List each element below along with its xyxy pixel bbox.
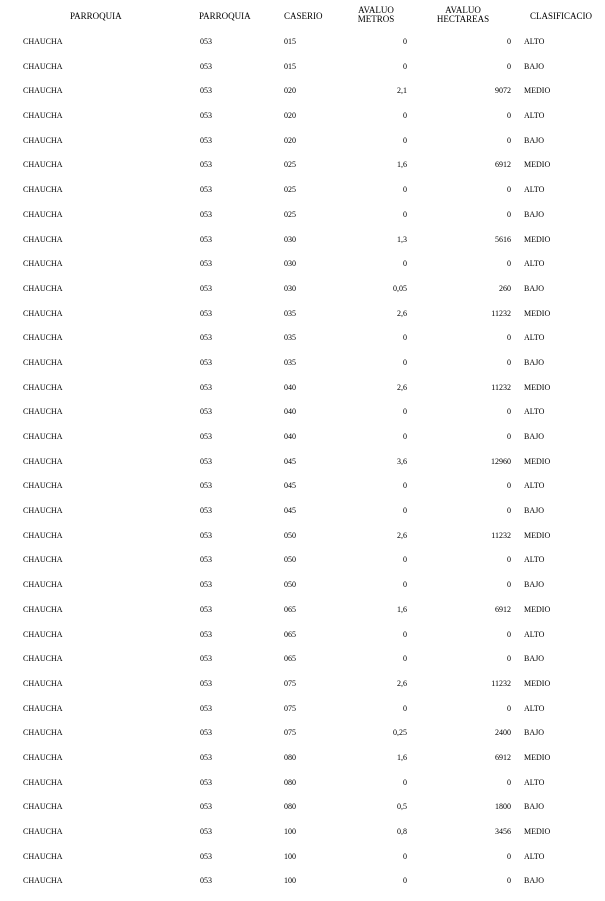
cell-parroquia: CHAUCHA <box>23 86 63 96</box>
cell-parroquia: CHAUCHA <box>23 283 63 293</box>
cell-avaluo-hectareas: 0 <box>507 135 511 145</box>
cell-avaluo-metros: 0 <box>403 259 407 269</box>
cell-avaluo-hectareas: 12960 <box>491 456 511 466</box>
cell-parroquia: CHAUCHA <box>23 703 63 713</box>
cell-avaluo-hectareas: 0 <box>507 185 511 195</box>
cell-codigo: 053 <box>200 530 212 540</box>
cell-avaluo-metros: 0 <box>403 61 407 71</box>
cell-caserio: 100 <box>284 827 296 836</box>
cell-avaluo-hectareas: 6912 <box>495 604 511 614</box>
cell-avaluo-hectareas: 2400 <box>495 728 511 738</box>
cell-caserio: 065 <box>284 604 296 614</box>
header-avaluo-metros-line1: AVALUO <box>358 5 394 15</box>
cell-codigo: 053 <box>200 580 212 590</box>
cell-parroquia: CHAUCHA <box>23 432 63 441</box>
cell-parroquia: CHAUCHA <box>23 333 63 343</box>
table-row <box>0 778 605 803</box>
cell-caserio: 080 <box>284 752 296 762</box>
cell-clasificacion: MEDIO <box>524 604 551 614</box>
cell-avaluo-hectareas: 9072 <box>495 86 511 96</box>
cell-clasificacion: BAJO <box>524 580 545 590</box>
cell-codigo: 053 <box>200 259 212 269</box>
table-row <box>0 679 605 704</box>
cell-codigo: 053 <box>200 481 212 491</box>
cell-parroquia: CHAUCHA <box>23 728 63 738</box>
cell-caserio: 015 <box>284 37 296 46</box>
table-row <box>0 506 605 531</box>
table-header <box>0 6 605 34</box>
cell-codigo: 053 <box>200 629 212 639</box>
header-clasificacion: CLASIFICACIO <box>530 11 593 21</box>
cell-parroquia: CHAUCHA <box>23 604 63 614</box>
cell-avaluo-hectareas: 0 <box>507 481 511 491</box>
cell-caserio: 100 <box>284 876 296 886</box>
cell-avaluo-metros: 0 <box>403 333 407 343</box>
cell-caserio: 100 <box>284 851 296 861</box>
table-row <box>0 555 605 580</box>
cell-codigo: 053 <box>200 160 212 170</box>
cell-avaluo-metros: 0 <box>403 37 407 46</box>
cell-avaluo-metros: 0 <box>403 851 407 861</box>
cell-parroquia: CHAUCHA <box>23 185 63 195</box>
cell-avaluo-hectareas: 3456 <box>495 827 511 836</box>
cell-caserio: 050 <box>284 580 296 590</box>
cell-clasificacion: ALTO <box>524 259 545 269</box>
cell-avaluo-hectareas: 0 <box>507 703 511 713</box>
table-row <box>0 876 605 901</box>
cell-codigo: 053 <box>200 86 212 96</box>
cell-clasificacion: BAJO <box>524 432 545 441</box>
cell-caserio: 020 <box>284 86 296 96</box>
cell-parroquia: CHAUCHA <box>23 160 63 170</box>
cell-avaluo-metros: 1,6 <box>397 160 407 170</box>
cell-codigo: 053 <box>200 654 212 664</box>
table-row <box>0 704 605 729</box>
cell-avaluo-hectareas: 0 <box>507 580 511 590</box>
cell-clasificacion: BAJO <box>524 135 545 145</box>
cell-caserio: 030 <box>284 234 296 244</box>
cell-codigo: 053 <box>200 283 212 293</box>
cell-codigo: 053 <box>200 678 212 688</box>
table-row <box>0 309 605 334</box>
cell-codigo: 053 <box>200 111 212 121</box>
cell-caserio: 075 <box>284 728 296 738</box>
cell-avaluo-metros: 0 <box>403 432 407 441</box>
cell-avaluo-metros: 1,6 <box>397 604 407 614</box>
cell-clasificacion: MEDIO <box>524 160 551 170</box>
cell-caserio: 045 <box>284 481 296 491</box>
cell-codigo: 053 <box>200 357 212 367</box>
header-parroquia-name: PARROQUIA <box>70 11 122 21</box>
cell-avaluo-hectareas: 1800 <box>495 802 511 812</box>
cell-avaluo-metros: 0 <box>403 357 407 367</box>
cell-clasificacion: ALTO <box>524 407 545 417</box>
cell-clasificacion: MEDIO <box>524 382 551 392</box>
cell-avaluo-metros: 0 <box>403 185 407 195</box>
cell-avaluo-metros: 0,05 <box>393 283 407 293</box>
cell-caserio: 035 <box>284 333 296 343</box>
cell-caserio: 080 <box>284 777 296 787</box>
cell-avaluo-hectareas: 11232 <box>491 678 511 688</box>
cell-codigo: 053 <box>200 876 212 886</box>
cell-avaluo-hectareas: 0 <box>507 506 511 516</box>
cell-caserio: 045 <box>284 506 296 516</box>
cell-parroquia: CHAUCHA <box>23 506 63 516</box>
table-row <box>0 432 605 457</box>
cell-avaluo-metros: 1,3 <box>397 234 407 244</box>
cell-clasificacion: BAJO <box>524 357 545 367</box>
cell-codigo: 053 <box>200 802 212 812</box>
cell-clasificacion: ALTO <box>524 703 545 713</box>
cell-codigo: 053 <box>200 728 212 738</box>
cell-clasificacion: MEDIO <box>524 530 551 540</box>
cell-parroquia: CHAUCHA <box>23 135 63 145</box>
cell-parroquia: CHAUCHA <box>23 111 63 121</box>
cell-parroquia: CHAUCHA <box>23 37 63 46</box>
cell-caserio: 040 <box>284 432 296 441</box>
cell-parroquia: CHAUCHA <box>23 308 63 318</box>
cell-avaluo-hectareas: 0 <box>507 407 511 417</box>
cell-avaluo-hectareas: 11232 <box>491 308 511 318</box>
cell-parroquia: CHAUCHA <box>23 876 63 886</box>
cell-avaluo-metros: 0,8 <box>397 827 407 836</box>
cell-caserio: 025 <box>284 185 296 195</box>
cell-avaluo-hectareas: 6912 <box>495 160 511 170</box>
cell-codigo: 053 <box>200 432 212 441</box>
table-row <box>0 827 605 852</box>
cell-avaluo-hectareas: 11232 <box>491 382 511 392</box>
table-row <box>0 654 605 679</box>
cell-clasificacion: BAJO <box>524 654 545 664</box>
table-row <box>0 481 605 506</box>
cell-clasificacion: BAJO <box>524 283 545 293</box>
cell-parroquia: CHAUCHA <box>23 802 63 812</box>
cell-caserio: 020 <box>284 135 296 145</box>
cell-avaluo-hectareas: 0 <box>507 654 511 664</box>
table-row <box>0 259 605 284</box>
cell-clasificacion: ALTO <box>524 851 545 861</box>
cell-avaluo-hectareas: 0 <box>507 876 511 886</box>
table-row <box>0 753 605 778</box>
cell-codigo: 053 <box>200 555 212 565</box>
cell-codigo: 053 <box>200 827 212 836</box>
cell-avaluo-metros: 0 <box>403 506 407 516</box>
cell-avaluo-hectareas: 0 <box>507 111 511 121</box>
cell-avaluo-metros: 0 <box>403 654 407 664</box>
cell-codigo: 053 <box>200 234 212 244</box>
cell-avaluo-hectareas: 0 <box>507 357 511 367</box>
table-row <box>0 185 605 210</box>
cell-clasificacion: ALTO <box>524 629 545 639</box>
cell-avaluo-metros: 0 <box>403 135 407 145</box>
cell-caserio: 080 <box>284 802 296 812</box>
cell-avaluo-metros: 2,6 <box>397 530 407 540</box>
cell-avaluo-metros: 0,5 <box>397 802 407 812</box>
cell-parroquia: CHAUCHA <box>23 777 63 787</box>
cell-caserio: 050 <box>284 555 296 565</box>
cell-parroquia: CHAUCHA <box>23 259 63 269</box>
cell-clasificacion: BAJO <box>524 61 545 71</box>
cell-avaluo-hectareas: 0 <box>507 777 511 787</box>
cell-avaluo-metros: 1,6 <box>397 752 407 762</box>
table-row <box>0 605 605 630</box>
cell-codigo: 053 <box>200 456 212 466</box>
cell-caserio: 030 <box>284 283 296 293</box>
cell-avaluo-hectareas: 0 <box>507 37 511 46</box>
cell-avaluo-metros: 0 <box>403 555 407 565</box>
cell-caserio: 040 <box>284 407 296 417</box>
cell-avaluo-metros: 3,6 <box>397 456 407 466</box>
table-row <box>0 210 605 235</box>
cell-avaluo-metros: 2,6 <box>397 308 407 318</box>
cell-avaluo-metros: 0 <box>403 481 407 491</box>
cell-caserio: 020 <box>284 111 296 121</box>
table-row <box>0 111 605 136</box>
cell-avaluo-hectareas: 260 <box>499 283 511 293</box>
cell-clasificacion: MEDIO <box>524 752 551 762</box>
cell-avaluo-metros: 2,6 <box>397 678 407 688</box>
cell-parroquia: CHAUCHA <box>23 481 63 491</box>
cell-caserio: 030 <box>284 259 296 269</box>
cell-clasificacion: BAJO <box>524 506 545 516</box>
table-row <box>0 383 605 408</box>
table-row <box>0 802 605 827</box>
cell-avaluo-metros: 0 <box>403 209 407 219</box>
cell-caserio: 065 <box>284 629 296 639</box>
cell-parroquia: CHAUCHA <box>23 752 63 762</box>
cell-clasificacion: BAJO <box>524 802 545 812</box>
table-row <box>0 358 605 383</box>
cell-avaluo-hectareas: 5616 <box>495 234 511 244</box>
cell-clasificacion: MEDIO <box>524 234 551 244</box>
table-row <box>0 235 605 260</box>
cell-codigo: 053 <box>200 407 212 417</box>
cell-avaluo-metros: 0 <box>403 703 407 713</box>
cell-clasificacion: BAJO <box>524 876 545 886</box>
cell-caserio: 025 <box>284 160 296 170</box>
table-row <box>0 136 605 161</box>
cell-parroquia: CHAUCHA <box>23 827 63 836</box>
table-row <box>0 284 605 309</box>
table-row <box>0 86 605 111</box>
cell-clasificacion: BAJO <box>524 728 545 738</box>
cell-clasificacion: MEDIO <box>524 308 551 318</box>
cell-caserio: 075 <box>284 678 296 688</box>
header-avaluo-hectareas <box>430 6 496 24</box>
cell-avaluo-hectareas: 0 <box>507 259 511 269</box>
cell-caserio: 025 <box>284 209 296 219</box>
header-avaluo-metros <box>346 6 406 24</box>
table-row <box>0 531 605 556</box>
cell-codigo: 053 <box>200 61 212 71</box>
table-row <box>0 728 605 753</box>
table-row <box>0 457 605 482</box>
table-row <box>0 37 605 62</box>
cell-avaluo-metros: 0 <box>403 111 407 121</box>
header-parroquia-code: PARROQUIA <box>199 11 251 21</box>
cell-codigo: 053 <box>200 333 212 343</box>
cell-clasificacion: MEDIO <box>524 678 551 688</box>
cell-caserio: 015 <box>284 61 296 71</box>
cell-avaluo-metros: 0,25 <box>393 728 407 738</box>
cell-caserio: 040 <box>284 382 296 392</box>
cell-clasificacion: ALTO <box>524 333 545 343</box>
cell-caserio: 050 <box>284 530 296 540</box>
cell-codigo: 053 <box>200 382 212 392</box>
cell-parroquia: CHAUCHA <box>23 580 63 590</box>
cell-parroquia: CHAUCHA <box>23 555 63 565</box>
cell-parroquia: CHAUCHA <box>23 209 63 219</box>
table-body <box>0 37 605 901</box>
cell-parroquia: CHAUCHA <box>23 407 63 417</box>
cell-clasificacion: ALTO <box>524 777 545 787</box>
header-caserio: CASERIO <box>284 11 323 21</box>
cell-clasificacion: ALTO <box>524 185 545 195</box>
cell-avaluo-metros: 0 <box>403 876 407 886</box>
cell-codigo: 053 <box>200 703 212 713</box>
cell-codigo: 053 <box>200 604 212 614</box>
cell-caserio: 035 <box>284 308 296 318</box>
cell-avaluo-hectareas: 0 <box>507 61 511 71</box>
cell-avaluo-hectareas: 0 <box>507 209 511 219</box>
cell-parroquia: CHAUCHA <box>23 61 63 71</box>
cell-avaluo-metros: 0 <box>403 407 407 417</box>
cell-clasificacion: BAJO <box>524 209 545 219</box>
cell-avaluo-metros: 0 <box>403 777 407 787</box>
cell-codigo: 053 <box>200 135 212 145</box>
cell-avaluo-metros: 0 <box>403 629 407 639</box>
cell-codigo: 053 <box>200 777 212 787</box>
table-row <box>0 160 605 185</box>
cell-avaluo-hectareas: 0 <box>507 851 511 861</box>
cell-parroquia: CHAUCHA <box>23 678 63 688</box>
cell-avaluo-hectareas: 0 <box>507 555 511 565</box>
cell-clasificacion: MEDIO <box>524 827 551 836</box>
table-row <box>0 852 605 877</box>
cell-codigo: 053 <box>200 185 212 195</box>
cell-parroquia: CHAUCHA <box>23 629 63 639</box>
cell-caserio: 035 <box>284 357 296 367</box>
table-row <box>0 62 605 87</box>
cell-parroquia: CHAUCHA <box>23 382 63 392</box>
table-row <box>0 407 605 432</box>
cell-avaluo-hectareas: 0 <box>507 333 511 343</box>
cell-codigo: 053 <box>200 209 212 219</box>
cell-avaluo-metros: 2,1 <box>397 86 407 96</box>
cell-clasificacion: ALTO <box>524 481 545 491</box>
cell-parroquia: CHAUCHA <box>23 530 63 540</box>
cell-codigo: 053 <box>200 506 212 516</box>
table-row <box>0 580 605 605</box>
cell-caserio: 045 <box>284 456 296 466</box>
cell-caserio: 065 <box>284 654 296 664</box>
header-avaluo-hectareas-line2: HECTAREAS <box>436 14 490 24</box>
cell-codigo: 053 <box>200 851 212 861</box>
cell-caserio: 075 <box>284 703 296 713</box>
cell-codigo: 053 <box>200 37 212 46</box>
cell-clasificacion: ALTO <box>524 37 545 46</box>
cell-parroquia: CHAUCHA <box>23 851 63 861</box>
table-row <box>0 333 605 358</box>
cell-avaluo-metros: 0 <box>403 580 407 590</box>
cell-clasificacion: ALTO <box>524 111 545 121</box>
cell-avaluo-metros: 2,6 <box>397 382 407 392</box>
cell-codigo: 053 <box>200 308 212 318</box>
header-avaluo-hectareas-line1: AVALUO <box>445 5 481 15</box>
cell-avaluo-hectareas: 6912 <box>495 752 511 762</box>
cell-avaluo-hectareas: 0 <box>507 629 511 639</box>
header-avaluo-metros-line2: METROS <box>357 14 395 24</box>
cell-clasificacion: MEDIO <box>524 456 551 466</box>
cell-clasificacion: ALTO <box>524 555 545 565</box>
table-row <box>0 630 605 655</box>
cell-codigo: 053 <box>200 752 212 762</box>
cell-clasificacion: MEDIO <box>524 86 551 96</box>
cell-avaluo-hectareas: 0 <box>507 432 511 441</box>
cell-parroquia: CHAUCHA <box>23 357 63 367</box>
cell-parroquia: CHAUCHA <box>23 234 63 244</box>
cell-parroquia: CHAUCHA <box>23 654 63 664</box>
cell-parroquia: CHAUCHA <box>23 456 63 466</box>
cell-avaluo-hectareas: 11232 <box>491 530 511 540</box>
